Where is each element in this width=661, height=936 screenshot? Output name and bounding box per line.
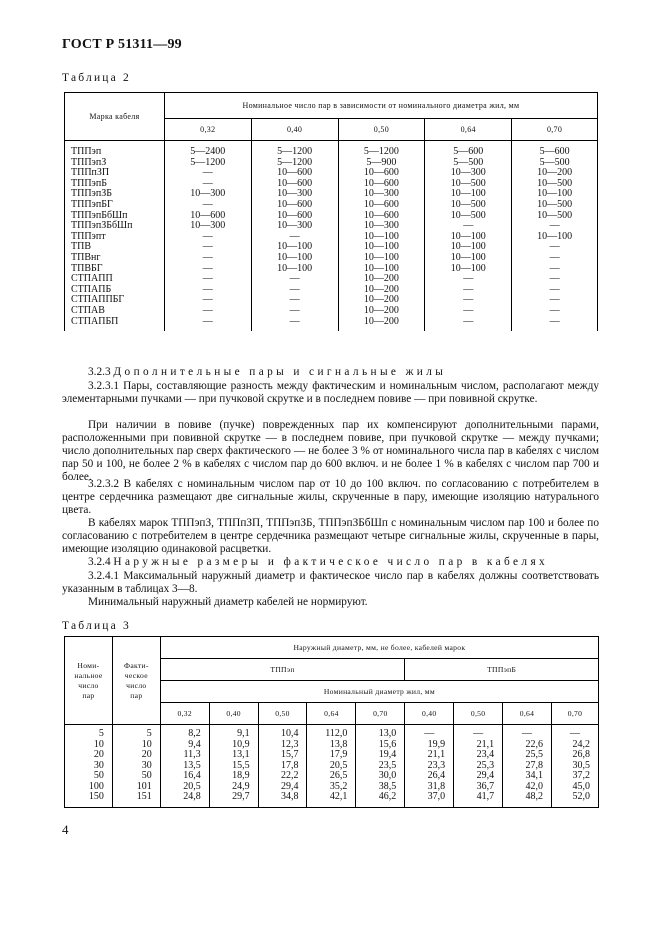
table2-value-cell: —: [202, 283, 213, 295]
table3-value-cell: 42,1: [329, 791, 348, 802]
table2-value-cell: 10—200: [363, 304, 399, 316]
table3-actual-cell: 10: [141, 738, 152, 750]
table3-value-cell: 23,4: [476, 749, 495, 760]
table3-value-cell: 26,4: [427, 770, 446, 781]
table3-value-cell: 10,9: [232, 738, 250, 750]
table2-value-cell: 10—600: [363, 209, 399, 221]
table3-value-column: [258, 725, 307, 808]
table2-value-cell: 10—100: [363, 230, 399, 242]
table3-value-cell: —: [522, 728, 532, 739]
table3-value-cell: 15,7: [280, 749, 299, 760]
table3-actual-cell: 151: [136, 791, 152, 802]
table3-diameter: 0,64: [503, 703, 552, 725]
table3-value-column: [209, 725, 258, 808]
table2-value-cell: —: [202, 198, 213, 210]
table3-diameter: 0,70: [356, 703, 405, 725]
table2-diameter: 0,50: [338, 119, 425, 141]
table2-brand-cell: ТППэпБ: [71, 177, 107, 189]
table2-diameter: 0,40: [251, 119, 338, 141]
table2-value-cell: —: [463, 304, 474, 316]
table3-value-cell: 9,4: [188, 738, 201, 750]
table3-diameter: 0,50: [258, 703, 307, 725]
table2-value-cell: 5—2400: [190, 146, 226, 157]
table3-value-cell: 37,2: [572, 770, 590, 781]
table2-value-column: [512, 141, 598, 332]
table3-diameter: 0,64: [307, 703, 356, 725]
table2-value-cell: —: [289, 273, 300, 285]
table2-value-cell: —: [549, 262, 560, 274]
table2-brand-cell: ТППпЗП: [71, 167, 110, 179]
table2-value-cell: —: [549, 251, 560, 263]
table2-value-cell: —: [289, 230, 300, 242]
table2-value-cell: 10—100: [537, 230, 573, 242]
table3-value-cell: 30,5: [572, 759, 590, 771]
table2-value-cell: —: [549, 220, 560, 232]
table3-diameter: 0,40: [209, 703, 258, 725]
table2-value-cell: 10—300: [190, 188, 226, 200]
table3-nominal-header: Номи- нальное число пар: [65, 637, 113, 725]
table2-value-cell: 10—100: [277, 241, 313, 253]
table3-value-cell: 46,2: [378, 791, 397, 802]
table3-caption: Таблица 3: [62, 620, 131, 632]
table2-value-cell: 5—500: [453, 156, 484, 168]
table3-value-cell: 25,3: [476, 759, 495, 771]
table3-actual-cell: 5: [146, 728, 152, 739]
table2-value-cell: —: [549, 304, 560, 316]
table3-diameter: 0,32: [160, 703, 209, 725]
table3-value-cell: —: [473, 728, 484, 739]
table2-value-cell: 10—500: [537, 198, 573, 210]
table2-value-cell: 10—500: [537, 209, 573, 221]
table3-actual-header: Факти- ческое число пар: [112, 637, 160, 725]
table3-value-cell: 19,9: [427, 738, 446, 750]
table3-value-cell: 37,0: [427, 791, 446, 802]
table2-value-column: [338, 141, 425, 332]
table2-value-cell: 5—1200: [277, 156, 313, 168]
table2-value-cell: 10—200: [363, 294, 399, 306]
paragraph: В кабелях марок ТППэпЗ, ТППпЗП, ТППэпЗБ, ТППэпЗБбШп с номинальным числом пар 100 и более по согласованию с потребителем в центре сердечника размещают четыре сигнальные жилы, скрученные в пары, имеющие изоляцию одинаковой расцветки.: [62, 517, 599, 555]
table3-value-cell: —: [569, 728, 580, 739]
table3-value-cell: 21,1: [476, 738, 495, 750]
table3-value-cell: 31,8: [427, 780, 446, 792]
table3-value-cell: 15,6: [378, 738, 397, 750]
table2-value-cell: —: [202, 177, 213, 189]
table2-value-cell: 10—300: [277, 220, 313, 232]
page-number: 4: [62, 822, 69, 837]
table3-value-cell: 29,4: [280, 780, 299, 792]
table3-nominal-cell: 50: [93, 770, 104, 781]
table2-value-cell: —: [549, 315, 560, 327]
table2-value-cell: 10—600: [277, 167, 313, 179]
table2-brand-cell: СТПАПБП: [71, 315, 119, 327]
table3-value-column: [307, 725, 356, 808]
table3-actual-cell: 50: [141, 770, 152, 781]
table2-value-cell: 10—100: [537, 188, 573, 200]
table2-value-column: [251, 141, 338, 332]
table3-value-cell: 9,1: [237, 728, 250, 739]
table2-value-cell: 10—100: [363, 251, 399, 263]
table3-value-cell: 16,4: [183, 770, 201, 781]
table3-value-cell: 29,4: [476, 770, 495, 781]
table2-value-cell: —: [202, 262, 213, 274]
table2-value-cell: 10—500: [450, 198, 486, 210]
table3-actual-column: [112, 725, 160, 808]
table3-value-cell: —: [424, 728, 435, 739]
table2-diameter: 0,64: [425, 119, 512, 141]
section-heading-3-2-4: [62, 556, 599, 569]
table3: [64, 636, 599, 808]
table2-value-cell: —: [202, 167, 213, 179]
table2-value-cell: 10—100: [450, 241, 486, 253]
table2-value-cell: —: [463, 315, 474, 327]
table3-nominal-column: [65, 725, 113, 808]
table3-value-cell: 45,0: [572, 780, 590, 792]
table3-value-cell: 26,5: [329, 770, 348, 781]
section-heading-3-2-3: [62, 366, 599, 379]
table2-brand-cell: ТППэп: [71, 146, 102, 157]
table3-nominal-cell: 100: [88, 780, 104, 792]
table2-value-cell: 10—300: [190, 220, 226, 232]
table2-brand-cell: СТПАПП: [71, 273, 113, 285]
section-number: 3.2.3: [88, 366, 111, 378]
table2-value-cell: —: [289, 294, 300, 306]
table2-brand-column: [65, 141, 165, 332]
table2-value-cell: 10—300: [363, 188, 399, 200]
table3-nominal-cell: 150: [88, 791, 104, 802]
table2-value-cell: 10—100: [277, 251, 313, 263]
table2-value-cell: 10—500: [450, 177, 486, 189]
table2-value-cell: —: [202, 304, 213, 316]
table2-brand-cell: СТПАППБГ: [71, 294, 125, 306]
table3-nominal-cell: 30: [93, 759, 104, 771]
table3-value-cell: 10,4: [280, 728, 299, 739]
table3-value-cell: 22,6: [525, 738, 543, 750]
table3-value-cell: 19,4: [378, 749, 397, 760]
table3-value-cell: 34,8: [280, 791, 299, 802]
paragraph: 3.2.3.1 Пары, составляющие разность между фактическим и номинальным числом, располагают между элементарными пучками — при пучковой скрутке и в последнем повиве — при повивной скрутке.: [62, 380, 599, 405]
table3-value-cell: 25,5: [525, 749, 543, 760]
table2-value-cell: 10—600: [363, 167, 399, 179]
table2: [64, 92, 598, 331]
table2-value-cell: —: [463, 273, 474, 285]
table2-brand-cell: ТПВнг: [71, 251, 101, 263]
table2-value-cell: 5—1200: [190, 156, 226, 168]
table3-value-column: [160, 725, 209, 808]
section-title: Дополнительные пары и сигнальные жилы: [113, 366, 447, 378]
table2-value-cell: —: [463, 220, 474, 232]
table3-actual-cell: 30: [141, 759, 152, 771]
table3-value-cell: 30,0: [378, 770, 397, 781]
table3-value-cell: 22,2: [280, 770, 299, 781]
table2-brand-header: Марка кабеля: [65, 93, 165, 141]
table3-actual-cell: 20: [141, 749, 152, 760]
table3-actual-cell: 101: [136, 780, 152, 792]
table2-value-cell: —: [289, 315, 300, 327]
table2-value-cell: 10—100: [450, 188, 486, 200]
table2-value-cell: 10—600: [363, 198, 399, 210]
table3-value-cell: 42,0: [525, 780, 543, 792]
table2-brand-cell: ТППэпБбШп: [71, 209, 128, 221]
table3-value-cell: 8,2: [188, 728, 201, 739]
table2-brand-cell: ТПВ: [71, 241, 91, 253]
table3-value-cell: 20,5: [183, 780, 201, 792]
table2-value-cell: 5—1200: [277, 146, 313, 157]
table2-value-cell: —: [549, 273, 560, 285]
table2-value-cell: —: [202, 251, 213, 263]
table2-value-cell: 5—600: [453, 146, 484, 157]
table2-value-cell: 10—100: [363, 262, 399, 274]
table3-group-header: Наружный диаметр, мм, не более, кабелей марок: [160, 637, 598, 659]
table2-group-header: Номинальное число пар в зависимости от номинального диаметра жил, мм: [164, 93, 597, 119]
table3-subgroup-header: Номинальный диаметр жил, мм: [160, 681, 598, 703]
table3-value-cell: 24,2: [572, 738, 590, 750]
table2-value-cell: 10—100: [450, 251, 486, 263]
document-header: ГОСТ Р 51311—99: [62, 37, 182, 52]
table3-value-cell: 36,7: [476, 780, 495, 792]
table2-value-cell: —: [289, 304, 300, 316]
paragraph: При наличии в повиве (пучке) поврежденных пар их компенсируют дополнительными парами, расположенными при повивной скрутке — в последнем повиве, при пучковой скрутке — между пучками; число дополнительных пар сверх фактического — не более 3 % от номинального числа пар в кабелях с числом пар 50 и 100, не более 2 % в кабелях с числом пар до 600 включ. и не более 1 % в кабелях с числом пар 700 и более.: [62, 419, 599, 483]
table2-value-cell: 10—300: [277, 188, 313, 200]
table2-brand-cell: ТППэпЗ: [71, 156, 107, 168]
table3-value-cell: 21,1: [427, 749, 446, 760]
table2-brand-cell: ТППэпт: [71, 230, 106, 242]
table2-value-cell: 10—100: [363, 241, 399, 253]
table3-value-cell: 26,8: [572, 749, 590, 760]
table2-brand-cell: СТПАПБ: [71, 283, 112, 295]
table2-value-cell: 10—600: [363, 177, 399, 189]
table2-value-cell: 10—500: [537, 177, 573, 189]
table2-value-cell: —: [463, 294, 474, 306]
table2-value-cell: 10—300: [363, 220, 399, 232]
table2-value-cell: 10—500: [450, 209, 486, 221]
table2-value-cell: 10—200: [363, 273, 399, 285]
table2-value-cell: —: [202, 273, 213, 285]
table3-value-cell: 18,9: [232, 770, 250, 781]
paragraph: Минимальный наружный диаметр кабелей не нормируют.: [88, 596, 368, 608]
table2-value-cell: 10—300: [450, 167, 486, 179]
table3-value-cell: 17,9: [329, 749, 348, 760]
table3-value-cell: 112,0: [325, 728, 348, 739]
table2-value-cell: 5—600: [539, 146, 570, 157]
table2-value-cell: —: [202, 294, 213, 306]
table3-nominal-cell: 5: [98, 728, 104, 739]
table3-value-cell: 34,1: [525, 770, 543, 781]
table3-value-cell: 41,7: [476, 791, 495, 802]
table2-value-cell: —: [549, 241, 560, 253]
table2-value-cell: 5—1200: [363, 146, 399, 157]
paragraph: 3.2.3.2 В кабелях с номинальным числом пар от 10 до 100 включ. по согласованию с потребителем в центре сердечника размещают две сигнальные жилы, скрученные в пару, имеющие изоляцию натурального цвета.: [62, 478, 599, 516]
table2-value-cell: —: [202, 315, 213, 327]
table2-value-cell: 10—200: [363, 283, 399, 295]
table2-diameter: 0,70: [512, 119, 598, 141]
table3-value-cell: 24,8: [183, 791, 201, 802]
table2-value-cell: 10—100: [450, 230, 486, 242]
table3-diameter: 0,40: [405, 703, 454, 725]
table2-value-cell: —: [549, 294, 560, 306]
table3-value-cell: 29,7: [232, 791, 250, 802]
table3-value-cell: 23,3: [427, 759, 446, 771]
table3-value-cell: 13,0: [378, 728, 397, 739]
table3-value-cell: 48,2: [525, 791, 543, 802]
table2-value-cell: —: [202, 241, 213, 253]
table3-value-column: [503, 725, 552, 808]
table2-brand-cell: СТПАВ: [71, 304, 105, 316]
table2-value-cell: —: [549, 283, 560, 295]
table3-diameter: 0,50: [454, 703, 503, 725]
table2-brand-cell: ТПВБГ: [71, 262, 103, 274]
section-title: Наружные размеры и фактическое число пар в кабелях: [113, 556, 549, 568]
table3-value-cell: 11,3: [183, 749, 201, 760]
table3-value-cell: 13,1: [232, 749, 250, 760]
table2-brand-cell: ТППэпБГ: [71, 198, 113, 210]
paragraph: 3.2.4.1 Максимальный наружный диаметр и фактическое число пар в кабелях должны соответствовать указанным в таблицах 3—8.: [62, 570, 599, 595]
section-number: 3.2.4: [88, 556, 111, 568]
table2-value-cell: 10—600: [277, 198, 313, 210]
table3-diameter: 0,70: [551, 703, 598, 725]
table2-value-cell: —: [289, 283, 300, 295]
table3-value-cell: 15,5: [232, 759, 250, 771]
table2-value-cell: 10—100: [450, 262, 486, 274]
table3-value-cell: 35,2: [329, 780, 348, 792]
table2-value-cell: 5—500: [539, 156, 570, 168]
table2-diameter: 0,32: [164, 119, 251, 141]
table2-value-column: [164, 141, 251, 332]
table3-value-column: [356, 725, 405, 808]
table3-nominal-cell: 10: [93, 738, 104, 750]
table2-caption: Таблица 2: [62, 72, 131, 84]
table3-value-column: [405, 725, 454, 808]
table2-brand-cell: ТППэпЗБ: [71, 188, 112, 200]
table2-value-cell: 10—600: [277, 177, 313, 189]
table2-brand-cell: ТППэпЗБбШп: [71, 220, 133, 232]
table3-value-cell: 24,9: [232, 780, 250, 792]
table3-value-cell: 20,5: [329, 759, 348, 771]
table3-value-cell: 38,5: [378, 780, 397, 792]
table3-value-cell: 27,8: [525, 759, 543, 771]
table3-value-cell: 13,8: [329, 738, 348, 750]
table3-nominal-cell: 20: [93, 749, 104, 760]
table2-value-column: [425, 141, 512, 332]
table2-value-cell: —: [463, 283, 474, 295]
table3-brand-header: ТППэп: [160, 659, 404, 681]
table3-value-cell: 23,5: [378, 759, 397, 771]
table3-value-cell: 17,8: [280, 759, 299, 771]
table2-value-cell: 5—900: [366, 156, 397, 168]
table3-value-column: [551, 725, 598, 808]
table2-value-cell: —: [202, 230, 213, 242]
table2-value-cell: 10—600: [277, 209, 313, 221]
table2-value-cell: 10—200: [537, 167, 573, 179]
table3-value-cell: 12,3: [280, 738, 299, 750]
table3-value-cell: 52,0: [572, 791, 590, 802]
table2-value-cell: 10—100: [277, 262, 313, 274]
table2-value-cell: 10—200: [363, 315, 399, 327]
table3-value-cell: 13,5: [183, 759, 201, 771]
table2-value-cell: 10—600: [190, 209, 226, 221]
table3-value-column: [454, 725, 503, 808]
table3-brand-header: ТППэпБ: [405, 659, 599, 681]
